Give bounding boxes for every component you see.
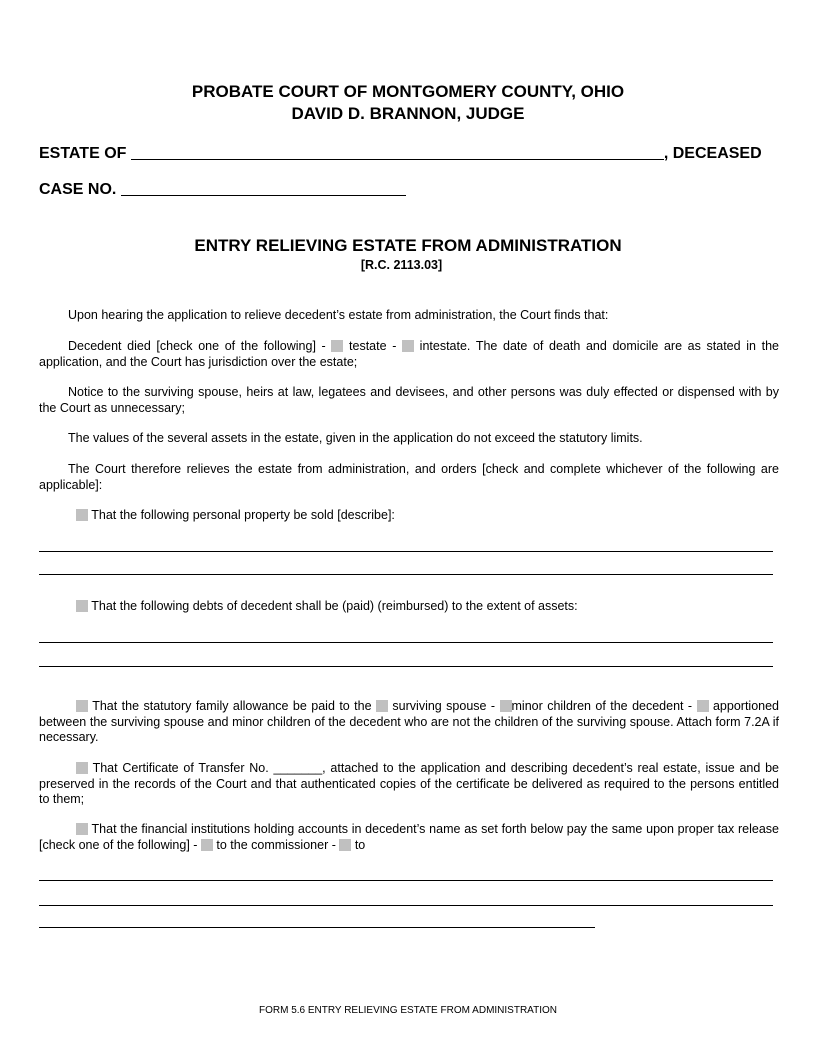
property-sold-checkbox[interactable] bbox=[76, 509, 88, 521]
died-lead: Decedent died [check one of the following] - bbox=[68, 339, 332, 353]
apportioned-label: apportioned between the surviving spouse and minor children of the decedent who are not the children of the surviving spouse. Attach form 7.2A if necessary. bbox=[39, 699, 779, 744]
case-label: CASE NO. bbox=[39, 181, 117, 198]
estate-name-field[interactable] bbox=[131, 159, 664, 160]
minor-children-checkbox[interactable] bbox=[500, 700, 512, 712]
financial-lead: That the financial institutions holding accounts in decedent’s name as set forth below pay the same upon proper tax release [check one of the following] - bbox=[39, 822, 779, 852]
commissioner-label: to the commissioner - bbox=[212, 837, 340, 852]
minor-children-label: minor children of the decedent - bbox=[511, 699, 697, 713]
apportioned-checkbox[interactable] bbox=[697, 700, 709, 712]
form-footer: FORM 5.6 ENTRY RELIEVING ESTATE FROM ADMINISTRATION bbox=[258, 1005, 557, 1016]
estate-line bbox=[39, 145, 769, 163]
option-family-allowance bbox=[39, 699, 779, 746]
option-certificate bbox=[39, 761, 779, 808]
debts-label: That the following debts of decedent shall be (paid) (reimbursed) to the extent of assets: bbox=[91, 599, 578, 613]
deceased-label: , DECEASED bbox=[663, 145, 762, 162]
property-line-1[interactable] bbox=[39, 551, 773, 552]
testate-checkbox[interactable] bbox=[331, 340, 343, 352]
judge-name: DAVID D. BRANNON, JUDGE bbox=[291, 104, 525, 123]
to-other-checkbox[interactable] bbox=[339, 839, 351, 851]
allowance-lead: That the statutory family allowance be paid to the bbox=[92, 699, 376, 713]
court-orders: The Court therefore relieves the estate from administration, and orders [check and complete whichever of the following are applicable]: bbox=[39, 462, 779, 492]
court-name: PROBATE COURT OF MONTGOMERY COUNTY, OHIO bbox=[191, 82, 625, 101]
certificate-label: That Certificate of Transfer No. _______, attached to the application and describing decedent’s real estate, issue and be preserved in the records of the Court and that authenticated copies of the certificate be delivered as required to the persons entitled to them; bbox=[39, 761, 779, 806]
intestate-checkbox[interactable] bbox=[402, 340, 414, 352]
estate-label: ESTATE OF bbox=[39, 145, 127, 162]
form-title: ENTRY RELIEVING ESTATE FROM ADMINISTRATION bbox=[194, 236, 622, 255]
spouse-label: surviving spouse - bbox=[392, 699, 500, 713]
spouse-checkbox[interactable] bbox=[376, 700, 388, 712]
financial-line-2[interactable] bbox=[39, 905, 773, 906]
allowance-checkbox[interactable] bbox=[76, 700, 88, 712]
finding-notice: Notice to the surviving spouse, heirs at law, legatees and devisees, and other persons was duly effected or dispensed with by the Court as unnecessary; bbox=[39, 385, 779, 415]
debts-line-1[interactable] bbox=[39, 642, 773, 643]
debts-line-2[interactable] bbox=[39, 666, 773, 667]
finding-decedent-died bbox=[39, 339, 779, 370]
financial-line-1[interactable] bbox=[39, 880, 773, 881]
statute-ref: [R.C. 2113.03] bbox=[360, 258, 443, 272]
option-debts bbox=[76, 599, 578, 614]
testate-label: testate - bbox=[349, 339, 403, 353]
finding-values: The values of the several assets in the estate, given in the application do not exceed the statutory limits. bbox=[68, 431, 643, 445]
finding-hearing: Upon hearing the application to relieve decedent’s estate from administration, the Court finds that: bbox=[68, 308, 609, 322]
financial-line-3[interactable] bbox=[39, 927, 595, 928]
property-line-2[interactable] bbox=[39, 574, 773, 575]
case-number-field[interactable] bbox=[121, 195, 406, 196]
commissioner-checkbox[interactable] bbox=[201, 839, 213, 851]
option-property-sold bbox=[76, 508, 395, 523]
option-financial bbox=[39, 822, 779, 853]
debts-checkbox[interactable] bbox=[76, 600, 88, 612]
case-line bbox=[39, 181, 406, 199]
to-other-label: to bbox=[351, 837, 366, 852]
property-sold-label: That the following personal property be sold [describe]: bbox=[91, 508, 395, 522]
financial-checkbox[interactable] bbox=[76, 823, 88, 835]
intestate-label: intestate. The date of death and domicile are as stated in the application, and the Court has jurisdiction over the estate; bbox=[39, 339, 779, 369]
certificate-checkbox[interactable] bbox=[76, 762, 88, 774]
